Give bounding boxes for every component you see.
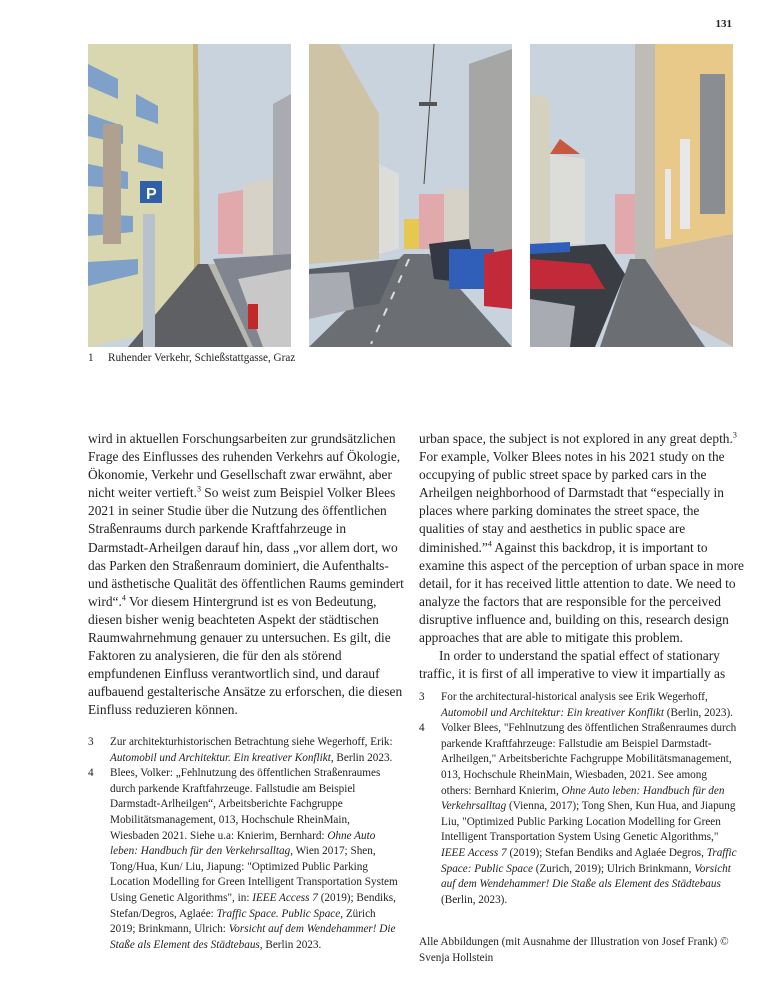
footnote-ref[interactable]: 4	[121, 593, 126, 603]
footnote-title: Ohne Auto leben: Handbuch für den Verkehrsalltag	[110, 829, 376, 858]
footnote-text: (2019); Bendiks, Stefan/Degros, Aglaée:	[110, 891, 396, 920]
footnote-number: 3	[419, 691, 425, 703]
footnote	[88, 766, 400, 953]
footnote-text: (Berlin, 2023).	[663, 706, 733, 719]
footnote-text: (Zurich, 2019); Ulrich Brinkmann,	[532, 862, 695, 875]
footnote-title: Automobil und Architektur: Ein kreativer Konflikt	[441, 706, 664, 719]
body-text-german	[88, 430, 408, 720]
paragraph: In order to understand the spatial effect of stationary traffic, it is first of all imperative to view it impartially as	[419, 648, 726, 682]
footnote-ref[interactable]: 4	[487, 539, 492, 549]
footnote-text: (Berlin, 2023).	[441, 893, 508, 906]
footnote-title: Ohne Auto leben: Handbuch für den Verkehrsalltag	[441, 784, 725, 813]
image-credit: Alle Abbildungen (mit Ausnahme der Illustration von Josef Frank) © Svenja Hollstein	[419, 936, 729, 964]
footnote-ref[interactable]: 3	[196, 484, 201, 494]
footnotes-german	[88, 735, 400, 953]
footnote-text: (Vienna, 2017); Tong Shen, Kun Hua, and Jiapung Liu, "Optimized Public Parking Location Modelling for Green Intelligent Transportation System Using Genetic Algorithms,"	[441, 800, 736, 844]
figure-caption	[88, 352, 295, 364]
footnote-title: Traffic Space: Public Space	[441, 846, 737, 875]
footnote	[419, 690, 739, 721]
footnote-number: 3	[88, 736, 94, 748]
footnote-text: , Wien 2017; Shen, Tong/Hua, Kun/ Liu, Jiapung: "Optimized Public Parking Location Modelling for Green Intelligent Transportation System Using Genetic Algorithms", in:	[110, 845, 398, 904]
footnote-text: , Zürich 2019; Brinkmann, Ulrich:	[110, 907, 376, 936]
footnote-text: For the architectural-historical analysis see Erik Wegerhoff,	[441, 691, 708, 703]
paragraph: urban space, the subject is not explored in any great depth.$^3$ For example, Volker Blees notes in his 2021 study on the occupying of public street space by parked cars in the Arheilgen neighborhood of Darmstadt that “especially in places where parking dominates the street space, the qualities of stay and aesthetics in public space are diminished.”$^4$ Against this backdrop, it is important to examine this aspect of the perception of urban space in more detail, for it has received little attention to date. We need to analyze the factors that are responsible for the perceived disruptive influence and, building on this, research design approaches that are able to mitigate this problem.	[419, 430, 744, 646]
footnote-title: Traffic Space. Public Space	[216, 907, 341, 920]
footnote-ref[interactable]: 3	[732, 430, 737, 440]
footnote	[419, 721, 739, 908]
paragraph: wird in aktuellen Forschungsarbeiten zur grundsätzlichen Frage des Einflusses des ruhenden Verkehrs auf Ökologie, Ökonomie, Verkehr und Gesellschaft zwar erwähnt, aber nicht weiter vertieft.$^3$ So weist zum Beispiel Volker Blees 2021 in seiner Studie über die Nutzung des öffentlichen Straßenraums durch parkende Kraftfahrzeuge in Darmstadt-Arheilgen darauf hin, dass „vor allem dort, wo das Parken den Straßenraum dominiert, die Aufenthalts- und ästhetische Qualität des öffentlichen Raums gemindert wird“.$^4$ Vor diesem Hintergrund ist es von Bedeutung, diesen bisher wenig beachteten Aspekt der städtischen Raumwahrnehmung genauer zu untersuchen. Es gilt, die Faktoren zu analysieren, die für den als störend empfundenen Einfluss verantwortlich sind, und darauf aufbauend gestalterische Ansätze zu erforschen, die diesen Einfluss reduzieren können.	[88, 431, 404, 718]
street-photo-1	[88, 44, 291, 347]
footnote-title: IEEE Access 7	[441, 846, 507, 859]
footnote-number: 4	[88, 767, 94, 780]
footnote-title: Vorsicht auf dem Wendehammer! Die Staße als Element des Städtebaus	[110, 923, 396, 951]
caption-number: 1	[88, 352, 94, 364]
footnote-title: IEEE Access 7	[252, 891, 318, 904]
footnote	[88, 735, 400, 766]
footnote-text: , Berlin 2023.	[330, 751, 393, 764]
street-photo-2	[309, 44, 512, 347]
footnote-text: Zur architekturhistorischen Betrachtung siehe Wegerhoff, Erik:	[110, 736, 393, 748]
footnote-number: 4	[419, 722, 425, 735]
footnote-text: , Berlin 2023.	[259, 938, 322, 951]
svg-text:P: P	[146, 186, 157, 203]
body-text-english	[419, 430, 745, 683]
caption-text: Ruhender Verkehr, Schießstattgasse, Graz	[108, 352, 296, 364]
footnote-text: Volker Blees, "Fehlnutzung des öffentlichen Straßenraumes durch parkende Kraftfahrzeuge: Fallstudie am Beispiel Darmstadt-Arlheilgen," Arbeitsberichte Fachgruppe Mobilitätsmanagement, 013, Hochschule RheinMain, Wiesbaden, 2021. See among others: Bernhard Knierim,	[441, 722, 737, 797]
page-number: 131	[715, 18, 732, 30]
footnotes-english	[419, 690, 739, 908]
footnote-text: (2019); Stefan Bendiks and Aglaée Degros,	[506, 846, 707, 859]
footnote-text: Blees, Volker: „Fehlnutzung des öffentlichen Straßenraumes durch parkende Kraftfahrzeuge. Fallstudie am Beispiel Darmstadt-Arlheilgen“, Arbeitsberichte Fachgruppe Mobilitätsmanagement, 013, Hochschule RheinMain, Wiesbaden 2021. Siehe u.a: Knierim, Bernhard:	[110, 767, 381, 842]
footnote-title: Vorsicht auf dem Wendehammer! Die Staße als Element des Städtebaus	[441, 862, 731, 891]
street-photo-3	[530, 44, 733, 347]
footnote-title: Automobil und Architektur. Ein kreativer Konflikt	[110, 751, 331, 764]
